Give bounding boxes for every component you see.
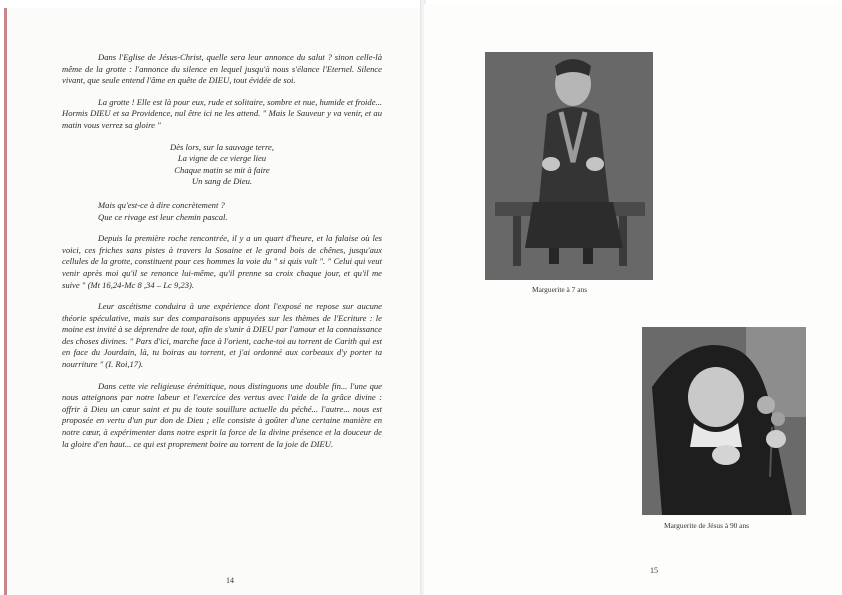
- caption-photo-child: Marguerite à 7 ans: [532, 285, 588, 294]
- photo-nun: [642, 327, 806, 515]
- verse: [62, 142, 382, 188]
- paragraph-1: Dans l'Eglise de Jésus-Christ, quelle sera leur annonce du salut ? sinon celle-là même de la grotte : l'annonce du silence en lequel jusqu'à nous s'élance l'Eternel. Silence vivant, que seule entend l'âme en quête de DIEU, tout évidée de soi.: [62, 52, 382, 86]
- page-number-left: 14: [226, 576, 234, 585]
- photo-child: [485, 52, 653, 280]
- caption-photo-nun: Marguerite de Jésus à 90 ans: [664, 521, 750, 530]
- verse-line-1: Dès lors, sur la sauvage terre,: [170, 141, 274, 152]
- paragraph-5: Dans cette vie religieuse érémitique, nous distinguons une double fin... l'une que nous atteignons par notre labeur et l'exercice des vertus avec l'aide de la grâce divine : offrir à Dieu un cœur saint et pu de toute souillure actuelle du péché... l'autre... nous est proposée en vertu d'un pur don de Dieu ; elle consiste à goûter d'une certaine manière en notre cœur, à expérimenter dans notre esprit la force de la divine présence et la douceur de la gloire d'en haut... ce qui est proprement boire au torrent de la joie de DIEU.: [62, 380, 382, 449]
- verse-line-2: La vigne de ce vierge lieu: [177, 153, 267, 164]
- page-number-right: 15: [650, 566, 658, 575]
- verse-line-3: Chaque matin se mit à faire: [174, 164, 270, 175]
- verse-line-4: Un sang de Dieu.: [191, 176, 253, 187]
- paragraph-2: La grotte ! Elle est là pour eux, rude et solitaire, sombre et nue, humide et froide... Hormis DIEU et sa Providence, nul être ici ne les attend. " Mais le Sauveur y va venir, et au matin vous verrez sa gloire ": [62, 96, 382, 130]
- paragraph-3: Depuis la première roche rencontrée, il y a un quart d'heure, et la falaise où les voici, ces friches sans pistes à travers la Sosaine et le grand bois de chênes, jusqu'aux cellules de la grotte, constituent pour ces hommes la voie du " si quis vult ". " Celui qui veut venir après moi qu'il se renonce lui-même, qu'il prenne sa croix chaque jour, et qu'il me suive " (Mt 16,24-Mc 8 ,34 – Lc 9,23).: [62, 233, 382, 290]
- question-line-1: Mais qu'est-ce à dire concrètement ?: [98, 199, 225, 210]
- question-line-2: Que ce rivage est leur chemin pascal.: [98, 211, 228, 222]
- photo-child-image: [485, 52, 653, 280]
- paragraph-4: Leur ascétisme conduira à une expérience dont l'exposé ne repose sur aucune théorie spéculative, mais sur des comparaisons appuyées sur les thèmes de l'Ecriture : le moine est invité à se déprendre de tout, afin de s'unir à DIEU par l'amour et la connaissance des choses divines. " Pars d'ici, marche face à l'orient, cache-toi au torrent de Carith qui est en face du Jourdain, là, tu boiras au torrent, et j'ai ordonné aux corbeaux d'y porter ta nourriture " (I. Roi,17).: [62, 301, 382, 370]
- left-page-text: [62, 52, 382, 460]
- photo-nun-image: [642, 327, 806, 515]
